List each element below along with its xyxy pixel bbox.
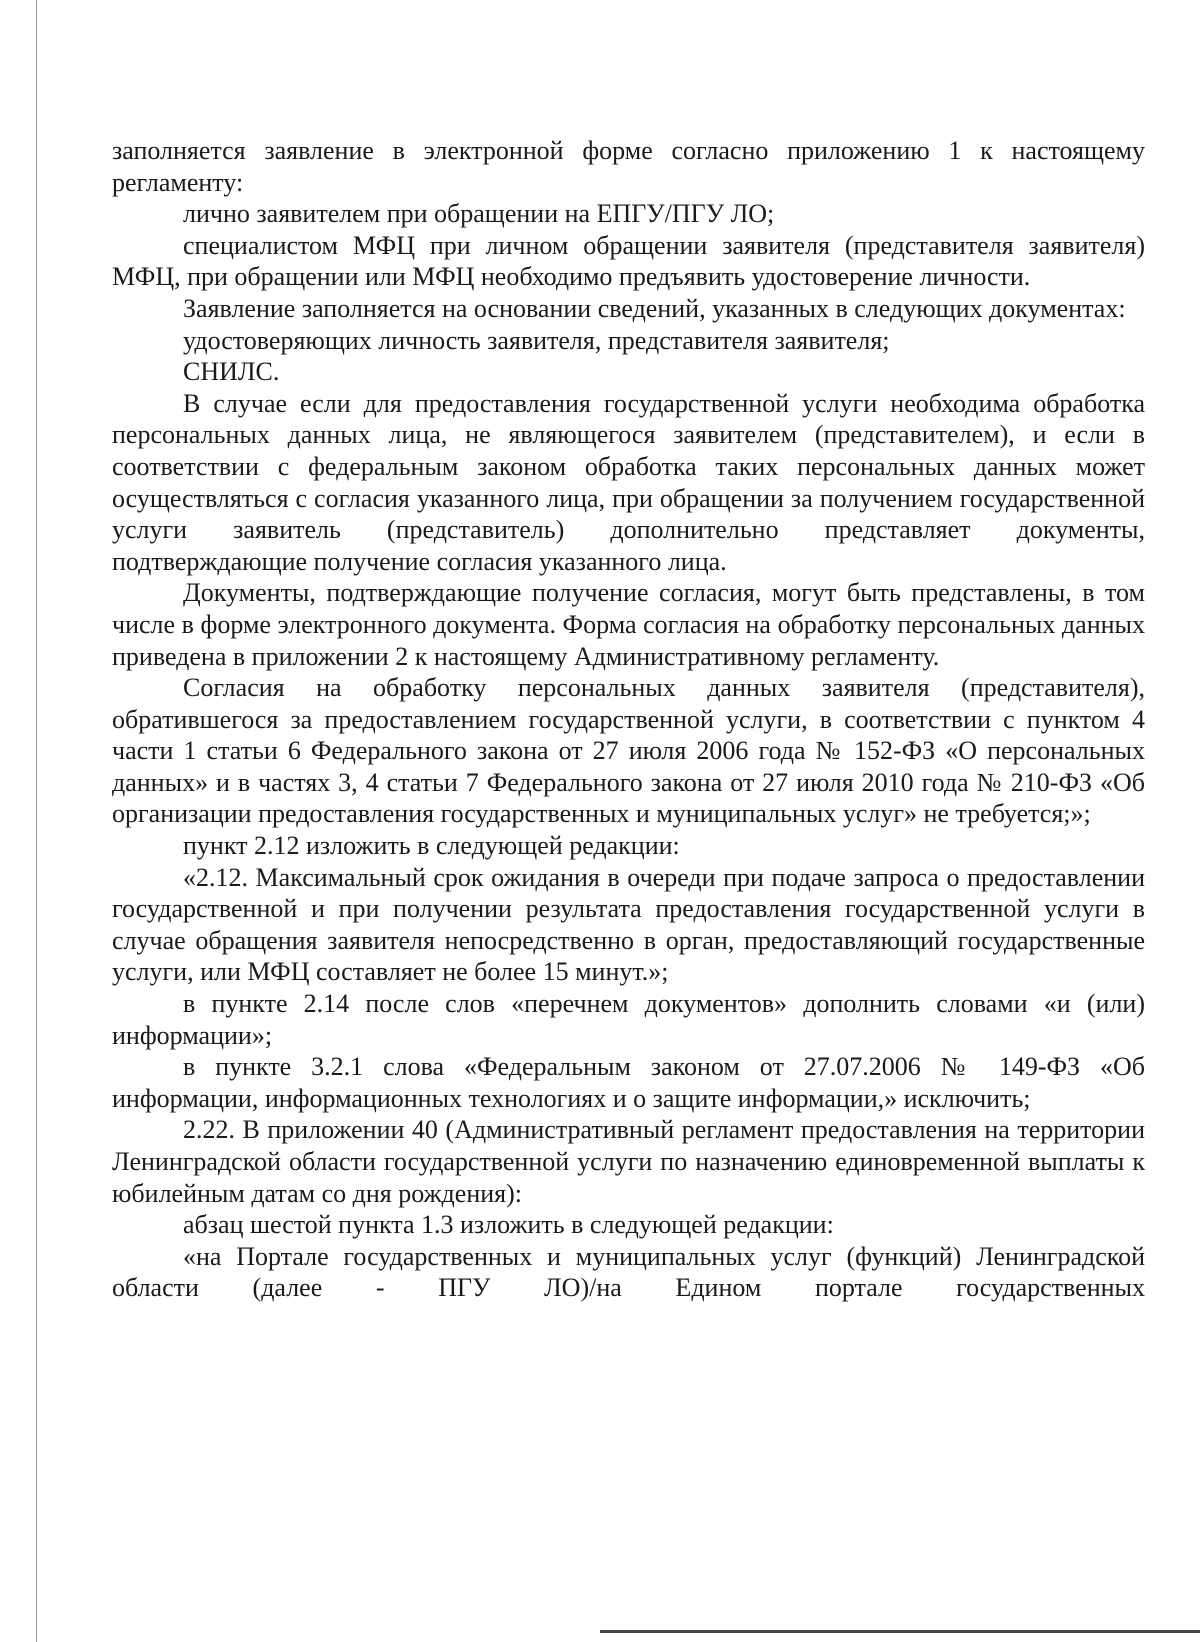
paragraph: удостоверяющих личность заявителя, представителя заявителя; bbox=[183, 325, 890, 355]
paragraph: СНИЛС. bbox=[183, 357, 280, 387]
paragraph: заполняется заявление в электронной форме согласно приложению 1 к настоящему регламенту: bbox=[112, 136, 1145, 197]
document-body bbox=[112, 135, 1145, 1304]
paragraph: пункт 2.12 изложить в следующей редакции: bbox=[183, 831, 680, 861]
scan-left-edge bbox=[36, 0, 37, 1642]
paragraph: Заявление заполняется на основании сведений, указанных в следующих документах: bbox=[183, 293, 1126, 323]
paragraph: 2.22. В приложении 40 (Административный регламент предоставления на территории Ленинградской области государственной услуги по назначению единовременной выплаты к юбилейным датам со дня рождения): bbox=[112, 1115, 1145, 1208]
scan-bottom-edge bbox=[600, 1630, 1200, 1633]
paragraph: Согласия на обработку персональных данных заявителя (представителя), обратившегося за предоставлением государственной услуги, в соответствии с пунктом 4 части 1 статьи 6 Федерального закона от 27 июля 2006 года № 152-ФЗ «О персональных данных» и в частях 3, 4 статьи 7 Федерального закона от 27 июля 2010 года № 210-ФЗ «Об организации предоставления государственных и муниципальных услуг» не требуется;»; bbox=[112, 673, 1145, 829]
paragraph: «2.12. Максимальный срок ожидания в очереди при подаче запроса о предоставлении государственной и при получении результата предоставления государственной услуги в случае обращения заявителя непосредственно в орган, предоставляющий государственные услуги, или МФЦ составляет не более 15 минут.»; bbox=[112, 862, 1145, 987]
paragraph: В случае если для предоставления государственной услуги необходима обработка персональных данных лица, не являющегося заявителем (представителем), и если в соответствии с федеральным законом обработка таких персональных данных может осуществляться с согласия указанного лица, при обращении за получением государственной услуги заявитель (представитель) дополнительно представляет документы, подтверждающие получение согласия указанного лица. bbox=[112, 388, 1145, 576]
paragraph: специалистом МФЦ при личном обращении заявителя (представителя заявителя) МФЦ, при обращении или МФЦ необходимо предъявить удостоверение личности. bbox=[112, 230, 1145, 292]
paragraph: «на Портале государственных и муниципальных услуг (функций) Ленинградской области (далее - ПГУ ЛО)/на Едином портале государственных bbox=[112, 1241, 1145, 1303]
paragraph: Документы, подтверждающие получение согласия, могут быть представлены, в том числе в форме электронного документа. Форма согласия на обработку персональных данных приведена в приложении 2 к настоящему Административному регламенту. bbox=[112, 578, 1145, 671]
paragraph: в пункте 2.14 после слов «перечнем документов» дополнить словами «и (или) информации»; bbox=[112, 989, 1145, 1050]
paragraph: абзац шестой пункта 1.3 изложить в следующей редакции: bbox=[183, 1210, 834, 1240]
paragraph: в пункте 3.2.1 слова «Федеральным законом от 27.07.2006 № 149-ФЗ «Об информации, информационных технологиях и о защите информации,» исключить; bbox=[112, 1052, 1145, 1113]
paragraph: лично заявителем при обращении на ЕПГУ/ПГУ ЛО; bbox=[183, 199, 775, 229]
